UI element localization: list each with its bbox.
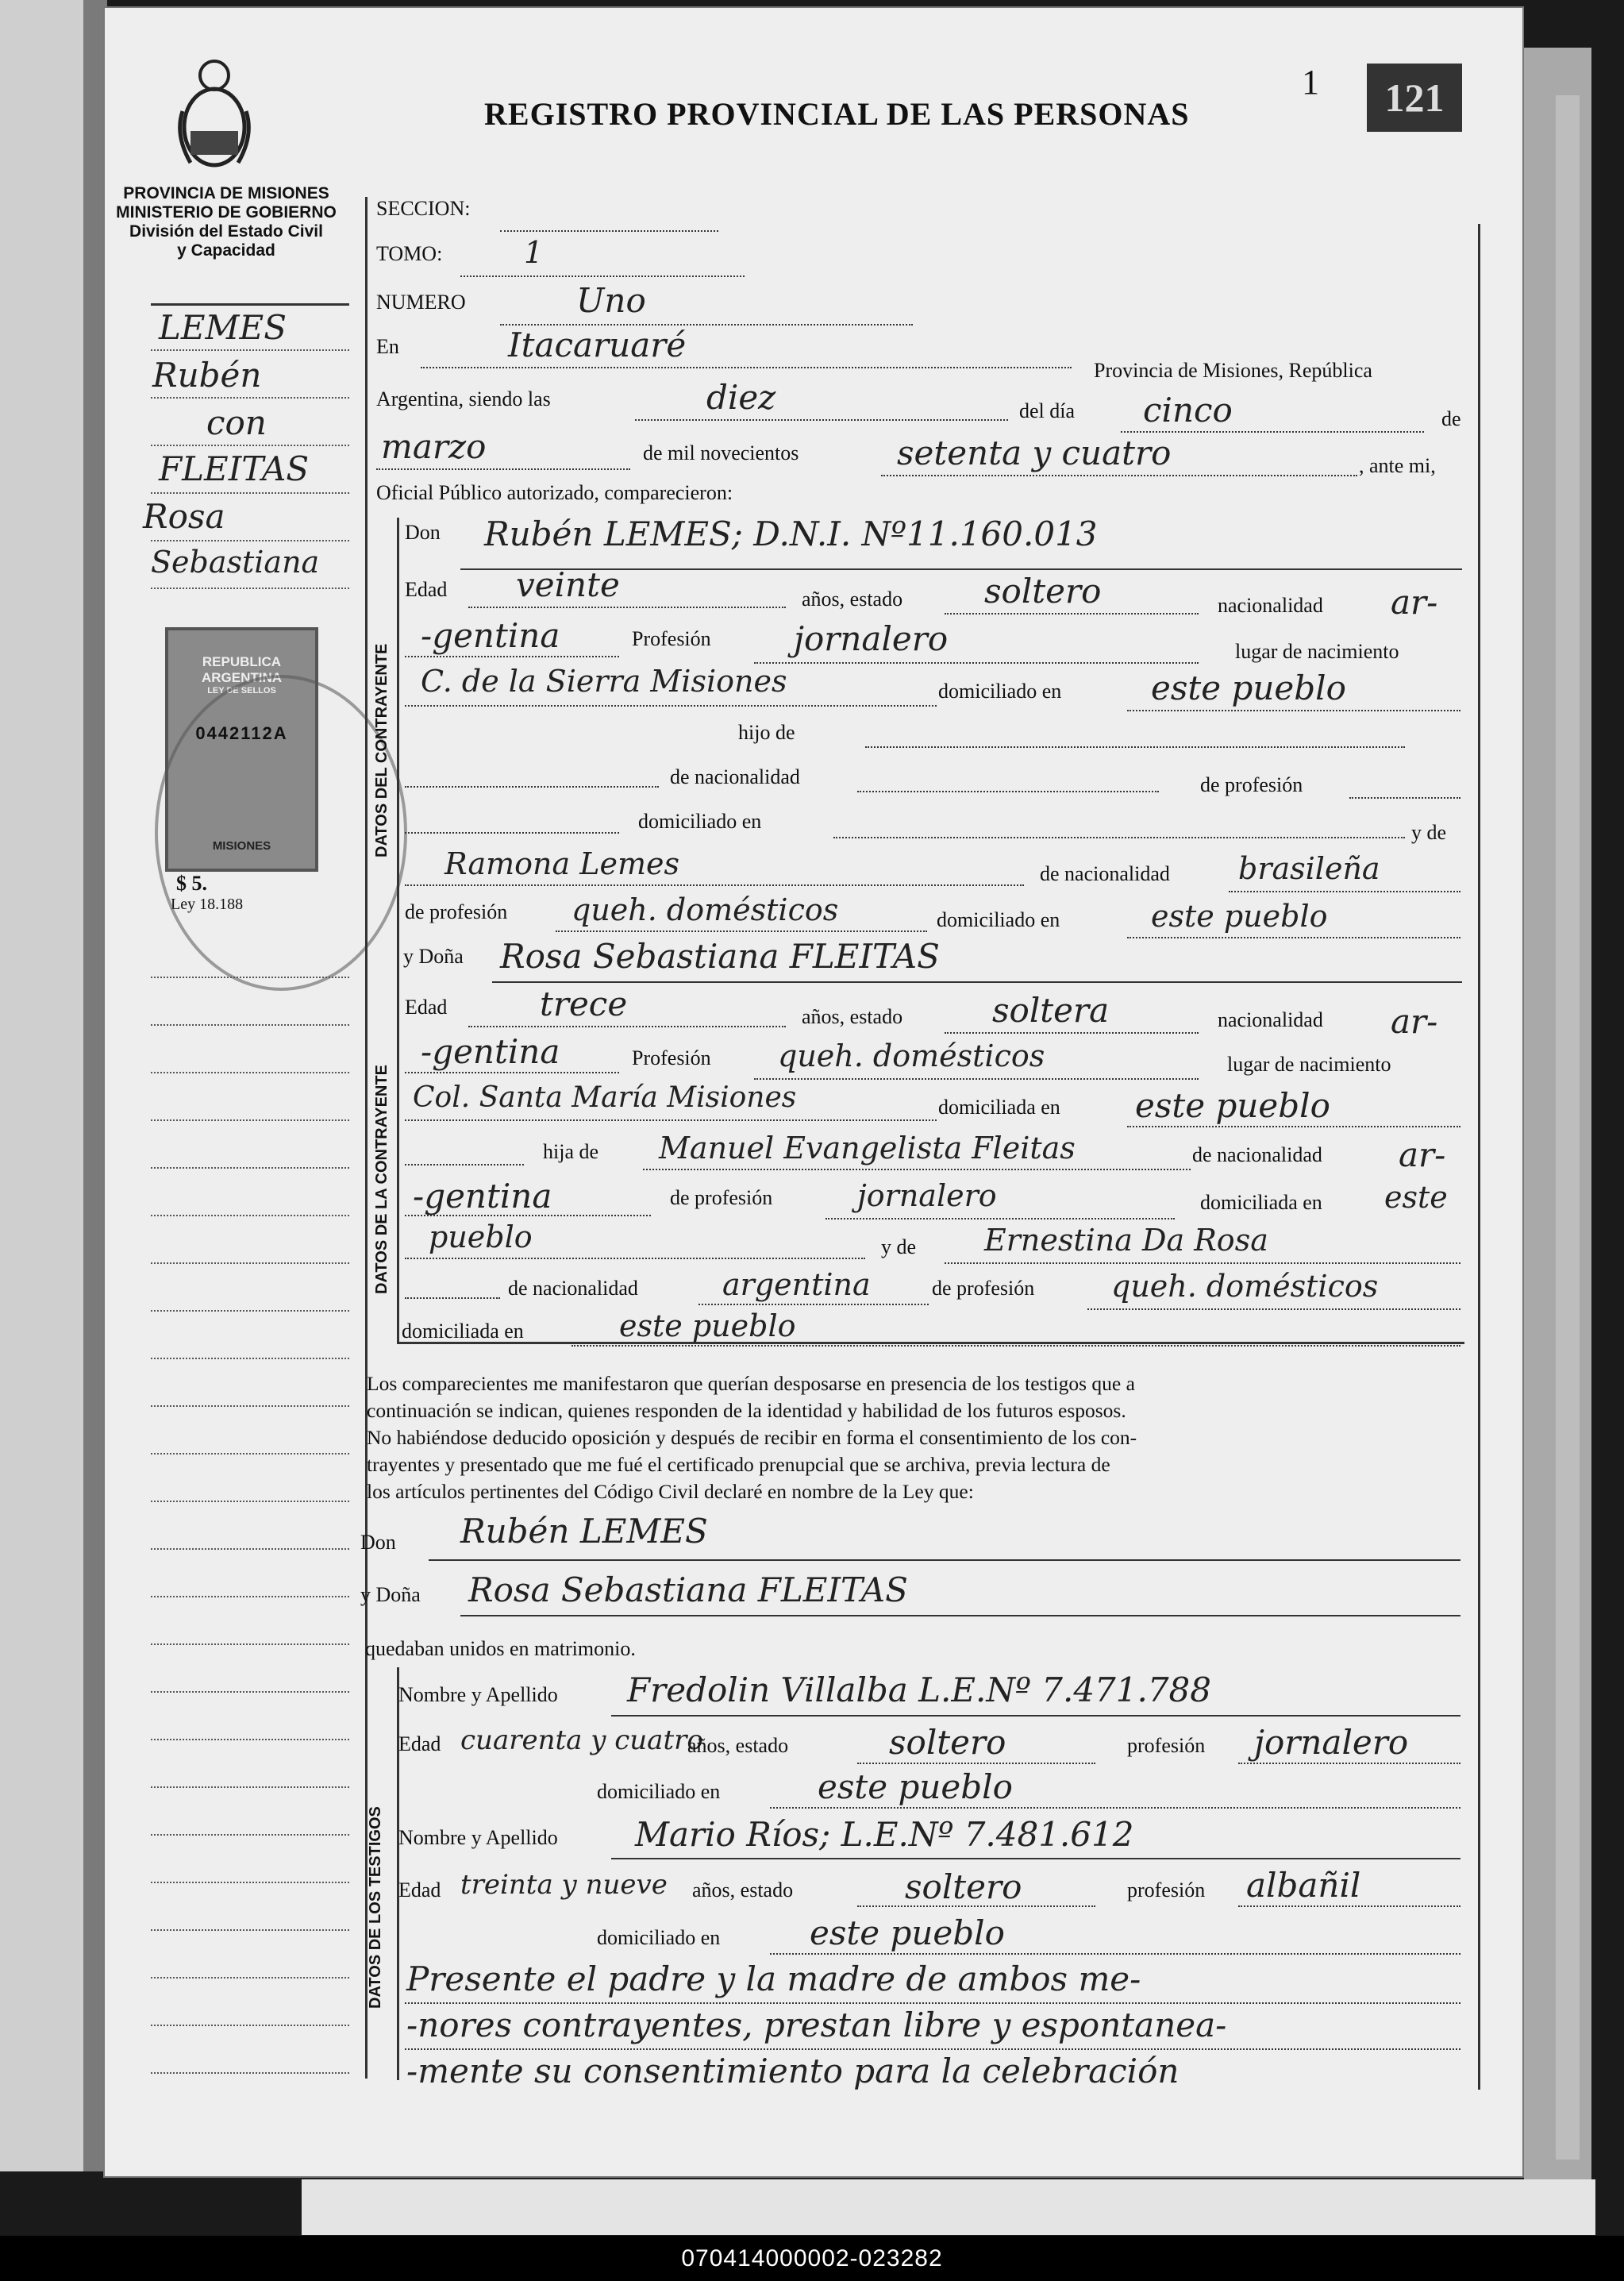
padre-dom-value-b: pueblo: [429, 1219, 533, 1254]
padre-dom-field-left: [405, 832, 619, 834]
mes-field: [376, 468, 630, 470]
domicilio-value: este pueblo: [1151, 669, 1346, 707]
margin-line: [151, 1072, 349, 1073]
testigo1-prof-field: [1238, 1763, 1460, 1764]
decl-dona-label: y Doña: [360, 1583, 421, 1606]
de-nacionalidad-label: de nacionalidad: [670, 765, 800, 788]
nacionalidad-value-a: ar-: [1391, 1002, 1438, 1041]
testigo2-estado-value: soltero: [905, 1867, 1022, 1906]
madre-dom-value: este pueblo: [1151, 899, 1328, 934]
edad-field: [468, 607, 786, 608]
edad-label: Edad: [405, 996, 448, 1019]
testigo2-edad-label: Edad: [398, 1878, 441, 1901]
nacionalidad-value-b: -gentina: [421, 616, 560, 655]
decl-dona-field: [460, 1615, 1460, 1616]
margin-line: [151, 2025, 349, 2026]
nacionalidad-label: nacionalidad: [1218, 594, 1323, 617]
padre-prof-label: de profesión: [670, 1186, 773, 1209]
testigo2-prof-value: albañil: [1246, 1866, 1361, 1905]
estado-field: [945, 613, 1199, 615]
padre-dom-label: domiciliada en: [1200, 1191, 1322, 1214]
quedaban-text: quedaban unidos en matrimonio.: [365, 1637, 636, 1660]
anio-value: setenta y cuatro: [897, 433, 1172, 472]
oficial-text: Oficial Público autorizado, comparecieron:: [376, 481, 733, 504]
declaration-line: trayentes y presentado que me fué el certificado prenupcial que se archiva, previa lectura de: [367, 1453, 1110, 1476]
testigo2-prof-label: profesión: [1127, 1878, 1206, 1901]
testigo1-prof-value: jornalero: [1254, 1723, 1409, 1762]
don-value: Rubén LEMES; D.N.I. Nº11.160.013: [484, 514, 1098, 553]
tomo-label: TOMO:: [376, 242, 443, 265]
margin-line: [151, 1405, 349, 1407]
stamp-law-number: Ley 18.188: [171, 896, 244, 913]
stamp-bottom-text: MISIONES: [212, 839, 271, 853]
declaration-line: los artículos pertinentes del Código Civil declaré en nombre de la Ley que:: [367, 1480, 974, 1503]
madre-prof-label: de profesión: [932, 1277, 1035, 1300]
margin-line: [151, 540, 349, 541]
madre-dom-label: domiciliado en: [937, 908, 1060, 931]
domicilio-value: este pueblo: [1135, 1086, 1330, 1125]
domicilio-field: [1127, 1126, 1460, 1127]
profesion-field: [754, 662, 1199, 664]
lugar-nacimiento-value: Col. Santa María Misiones: [413, 1081, 797, 1114]
margin-line: [151, 1358, 349, 1359]
padre-nac-value-a: ar-: [1399, 1135, 1446, 1174]
stamp-value: $ 5.: [176, 872, 207, 895]
seccion-label: SECCION:: [376, 197, 471, 220]
testigo2-dom-value: este pueblo: [810, 1913, 1005, 1952]
lugar-nacimiento-value: C. de la Sierra Misiones: [421, 664, 787, 699]
note-field: [405, 2002, 1460, 2004]
margin-line: [151, 1024, 349, 1026]
margin-line: [151, 1596, 349, 1597]
section-label-contrayente-f: DATOS DE LA CONTRAYENTE: [373, 1065, 391, 1294]
margin-note-line: Rosa: [143, 497, 225, 536]
section-divider: [397, 1342, 1464, 1344]
stamp-top-text: REPUBLICA ARGENTINA: [201, 654, 283, 685]
profesion-value: queh. domésticos: [778, 1038, 1045, 1073]
de-profesion-label: de profesión: [1200, 773, 1303, 796]
bottom-page-edge: [302, 2179, 1595, 2235]
margin-line: [151, 1882, 349, 1883]
padre-nac-field-left: [405, 786, 659, 788]
madre-prof-label: de profesión: [405, 900, 508, 923]
margin-line: [151, 1739, 349, 1740]
domicilio-label: domiciliada en: [938, 1096, 1060, 1119]
padre-nac-label: de nacionalidad: [1192, 1143, 1322, 1166]
domicilio-label: domiciliado en: [938, 680, 1062, 703]
anos-estado-label: años, estado: [802, 588, 903, 611]
edad-value: veinte: [516, 565, 620, 604]
testigo2-edad-value: treinta y nueve: [460, 1869, 668, 1901]
en-label: En: [376, 335, 399, 358]
padre-nac-field: [405, 1215, 651, 1216]
declaration-line: Los comparecientes me manifestaron que querían desposarse en presencia de los testigos que a: [367, 1372, 1135, 1395]
padre-value: Manuel Evangelista Fleitas: [659, 1131, 1076, 1166]
margin-line: [151, 1167, 349, 1169]
padre-field: [643, 1169, 1191, 1170]
margin-note-line: Sebastiana: [151, 545, 320, 580]
form-left-border: [365, 197, 368, 2079]
padre-prof-value: jornalero: [857, 1178, 997, 1213]
madre-prof-field: [556, 931, 927, 932]
margin-line: [151, 1453, 349, 1455]
en-field: [421, 367, 1072, 368]
page-stamp: 121: [1367, 64, 1462, 132]
page-number: 1: [1302, 63, 1319, 102]
stamp-law-text: LEY DE SELLOS: [207, 686, 276, 695]
dona-field: [492, 981, 1462, 983]
padre-prof-field: [825, 1218, 1175, 1219]
padre-nac-field: [857, 791, 1159, 792]
padre-nac-value-b: -gentina: [413, 1177, 552, 1216]
margin-line: [151, 588, 349, 589]
testigo1-nombre-field: [611, 1715, 1460, 1717]
madre-dom-label: domiciliada en: [402, 1320, 524, 1343]
madre-prof-value: queh. domésticos: [1111, 1269, 1379, 1304]
provincia-text: Provincia de Misiones, República: [1094, 359, 1372, 382]
numero-value: Uno: [576, 281, 646, 320]
padre-dom-field: [833, 837, 1405, 838]
nacionalidad-field: [405, 656, 619, 657]
testigo2-nombre-field: [611, 1858, 1460, 1859]
mes-value: marzo: [381, 427, 487, 466]
argentina-text: Argentina, siendo las: [376, 387, 551, 410]
testigo2-anos-label: años, estado: [692, 1878, 794, 1901]
margin-line: [151, 1834, 349, 1836]
margin-line: [151, 1119, 349, 1121]
margin-line: [151, 1643, 349, 1645]
padre-prof-field: [1349, 797, 1460, 799]
margin-line: [151, 1929, 349, 1931]
padre-dom-value-a: este: [1384, 1180, 1448, 1215]
margin-line: [151, 349, 349, 351]
madre-field: [945, 1262, 1460, 1264]
testigo1-dom-label: domiciliado en: [597, 1780, 721, 1803]
madre-nac-field: [1229, 891, 1460, 892]
del-dia-label: del día: [1019, 399, 1076, 422]
lugar-nacimiento-label: lugar de nacimiento: [1235, 640, 1399, 663]
domiciliado-en-label: domiciliado en: [638, 810, 762, 833]
padre-dom-field: [405, 1258, 865, 1259]
ante-text: , ante mi,: [1359, 454, 1436, 477]
testigo1-nombre-value: Fredolin Villalba L.E.Nº 7.471.788: [627, 1670, 1212, 1709]
estado-field: [945, 1032, 1199, 1034]
testigo2-dom-field: [770, 1953, 1460, 1955]
edad-field: [468, 1026, 786, 1027]
testigo2-nombre-value: Mario Ríos; L.E.Nº 7.481.612: [635, 1815, 1134, 1854]
madre-value: Ernestina Da Rosa: [984, 1223, 1268, 1258]
madre-nac-value: brasileña: [1238, 851, 1380, 886]
margin-line: [151, 445, 349, 446]
testigo2-nombre-label: Nombre y Apellido: [398, 1826, 558, 1849]
section-inner-border: [397, 518, 399, 1343]
note-line: -nores contrayentes, prestan libre y espontanea-: [406, 2006, 1227, 2044]
madre-nac-label: de nacionalidad: [1040, 862, 1170, 885]
testigo1-nombre-label: Nombre y Apellido: [398, 1683, 558, 1706]
estado-value: soltero: [984, 572, 1102, 611]
margin-line: [151, 1548, 349, 1550]
note-line: Presente el padre y la madre de ambos me-: [406, 1959, 1141, 1998]
nacionalidad-label: nacionalidad: [1218, 1008, 1323, 1031]
profesion-label: Profesión: [632, 1046, 711, 1069]
nacionalidad-field: [405, 1072, 619, 1073]
section-label-testigos: DATOS DE LOS TESTIGOS: [367, 1806, 384, 2009]
madre-nac-value: argentina: [722, 1267, 871, 1302]
margin-note-line: Rubén: [152, 356, 262, 395]
note-field: [405, 2048, 1460, 2050]
testigo1-estado-value: soltero: [889, 1723, 1006, 1762]
nacionalidad-value-b: -gentina: [421, 1032, 560, 1071]
edad-label: Edad: [405, 578, 448, 601]
margin-note-line: con: [206, 403, 267, 442]
profesion-label: Profesión: [632, 627, 711, 650]
margin-line: [151, 1262, 349, 1264]
section-label-contrayente: DATOS DEL CONTRAYENTE: [373, 643, 391, 857]
decl-don-label: Don: [360, 1531, 396, 1554]
decl-don-value: Rubén LEMES: [460, 1512, 708, 1551]
section-inner-border: [397, 1667, 399, 2080]
madre-prof-value: queh. domésticos: [571, 892, 839, 927]
margin-line: [151, 397, 349, 399]
hija-de-label: hija de: [543, 1140, 599, 1163]
madre-field: [405, 884, 1024, 886]
testigo1-anos-label: años, estado: [687, 1734, 789, 1757]
testigo1-edad-value: cuarenta y cuatro: [460, 1724, 703, 1756]
issuer-block: [95, 184, 357, 260]
testigo1-estado-field: [857, 1763, 1095, 1764]
margin-line: [151, 492, 349, 494]
testigo1-dom-field: [770, 1807, 1460, 1809]
dia-value: cinco: [1143, 391, 1233, 430]
lugar-nacimiento-field: [405, 705, 937, 707]
madre-prof-field: [1087, 1308, 1460, 1310]
tomo-value: 1: [524, 235, 544, 270]
coat-of-arms-icon: [175, 56, 254, 175]
don-label: Don: [405, 521, 441, 544]
testigo2-estado-field: [857, 1905, 1095, 1907]
numero-label: NUMERO: [376, 291, 466, 314]
lugar-nacimiento-label: lugar de nacimiento: [1227, 1053, 1391, 1076]
madre-dom-value: este pueblo: [619, 1308, 796, 1343]
hija-de-field-left: [405, 1164, 524, 1166]
madre-nac-field-left: [405, 1297, 500, 1299]
tomo-field: [460, 275, 745, 277]
right-page-edge-inner: [1556, 95, 1580, 2160]
declaration-line: continuación se indican, quienes responden de la identidad y habilidad de los futuros esposos.: [367, 1399, 1126, 1422]
y-de-label: y de: [1411, 821, 1447, 844]
hijo-de-label: hijo de: [738, 721, 795, 744]
de-label: de: [1441, 407, 1461, 430]
mil-text: de mil novecientos: [643, 441, 799, 464]
margin-line: [151, 1977, 349, 1979]
issuer-line: División del Estado Civil: [129, 222, 323, 241]
margin-line: [151, 1691, 349, 1693]
domicilio-field: [1127, 710, 1460, 711]
issuer-line: y Capacidad: [177, 241, 275, 260]
issuer-line: MINISTERIO DE GOBIERNO: [116, 203, 337, 222]
hora-value: diez: [706, 378, 776, 417]
decl-dona-value: Rosa Sebastiana FLEITAS: [468, 1570, 908, 1609]
madre-dom-field: [1127, 937, 1460, 938]
margin-line: [151, 2072, 349, 2074]
declaration-line: No habiéndose deducido oposición y después de recibir en forma el consentimiento de los con-: [367, 1426, 1137, 1449]
testigo1-edad-label: Edad: [398, 1732, 441, 1755]
anio-field: [881, 475, 1357, 476]
edad-value: trece: [540, 984, 628, 1023]
declaration-paragraph: [367, 1370, 1462, 1505]
margin-line: [151, 1501, 349, 1502]
form-right-border: [1478, 224, 1480, 2090]
document-id-footer: 070414000002-023282: [0, 2236, 1624, 2281]
dia-field: [1121, 431, 1424, 433]
madre-nac-field: [698, 1304, 929, 1305]
madre-nac-label: de nacionalidad: [508, 1277, 638, 1300]
margin-rule: [151, 303, 349, 306]
page-title: REGISTRO PROVINCIAL DE LAS PERSONAS: [484, 96, 1190, 132]
dona-value: Rosa Sebastiana FLEITAS: [500, 937, 940, 976]
y-de-label: y de: [881, 1235, 917, 1258]
margin-line: [151, 1215, 349, 1216]
lugar-nacimiento-field: [405, 1119, 937, 1121]
margin-note-line: LEMES: [159, 308, 287, 347]
anos-estado-label: años, estado: [802, 1005, 903, 1028]
margin-note-line: FLEITAS: [159, 449, 310, 488]
seccion-field: [500, 230, 718, 232]
margin-line: [151, 1786, 349, 1788]
en-value: Itacaruaré: [508, 326, 687, 364]
official-seal-circle: [155, 675, 407, 991]
stamp-serial: 0442112A: [195, 723, 288, 743]
note-line: -mente su consentimiento para la celebración: [406, 2052, 1180, 2090]
testigo2-prof-field: [1238, 1905, 1460, 1907]
decl-don-field: [429, 1559, 1460, 1561]
nacionalidad-value-a: ar-: [1391, 583, 1438, 622]
profesion-value: jornalero: [794, 619, 949, 658]
testigo1-prof-label: profesión: [1127, 1734, 1206, 1757]
madre-dom-field: [571, 1345, 1460, 1347]
testigo1-dom-value: este pueblo: [818, 1767, 1013, 1806]
margin-line: [151, 1310, 349, 1312]
madre-value: Ramona Lemes: [444, 846, 680, 881]
issuer-line: PROVINCIA DE MISIONES: [123, 184, 329, 202]
estado-value: soltera: [992, 991, 1110, 1030]
dona-label: y Doña: [403, 945, 464, 968]
hora-field: [635, 419, 1008, 421]
testigo2-dom-label: domiciliado en: [597, 1926, 721, 1949]
hijo-de-field: [865, 746, 1405, 748]
profesion-field: [754, 1078, 1199, 1080]
